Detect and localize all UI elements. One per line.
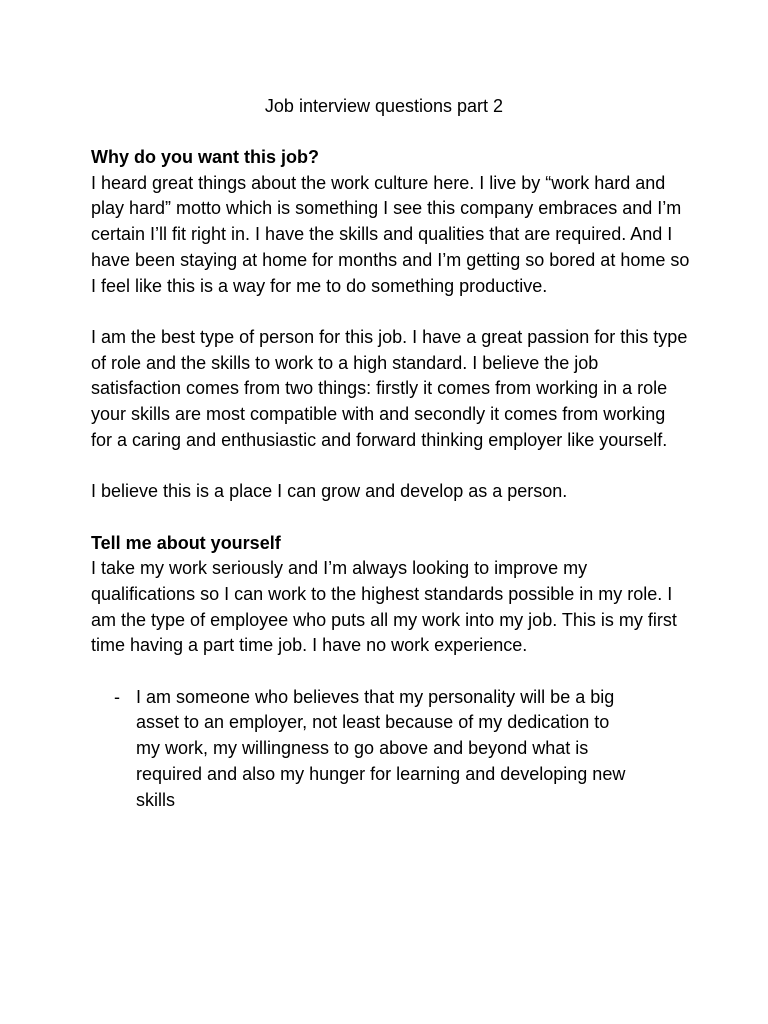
- dash-bullet-marker: -: [114, 686, 120, 707]
- paragraph-why-job-1: I heard great things about the work culture here. I live by “work hard and play hard” motto which is something I see this company embraces and I’m certain I’ll fit right in. I have the skills and qualities that are required. And I have been staying at home for months and I’m getting so bored at home so I feel like this is a way for me to do something productive.: [91, 172, 690, 296]
- paragraph-spacer: [91, 453, 691, 479]
- bullet-text: I am someone who believes that my personality will be a big asset to an employer, not least because of my dedication to my work, my willingness to go above and beyond what is required and also my hunger for learning and developing new skills: [136, 686, 626, 810]
- paragraph-why-job-2: I am the best type of person for this job. I have a great passion for this type of role and the skills to work to a high standard. I believe the job satisfaction comes from two things: firstly it comes from working in a role your skills are most compatible with and secondly it comes from working for a caring and enthusiastic and forward thinking employer like yourself.: [91, 326, 688, 450]
- paragraph-spacer: [91, 659, 691, 685]
- section-heading-why-job: Why do you want this job?: [91, 147, 319, 167]
- section-heading-about-yourself: Tell me about yourself: [91, 532, 281, 553]
- bullet-list: [91, 685, 691, 814]
- paragraph-about-yourself-1: I take my work seriously and I’m always looking to improve my qualifications so I can work to the highest standards possible in my role. I am the type of employee who puts all my work into my job. This is my first time having a part time job. I have no work experience.: [91, 558, 677, 656]
- paragraph-spacer: [91, 299, 691, 325]
- paragraph-spacer: [91, 505, 691, 531]
- document-body: [91, 145, 691, 813]
- list-item: [91, 685, 636, 814]
- paragraph-why-job-3: I believe this is a place I can grow and develop as a person.: [91, 481, 568, 502]
- document-title: Job interview questions part 2: [264, 96, 504, 116]
